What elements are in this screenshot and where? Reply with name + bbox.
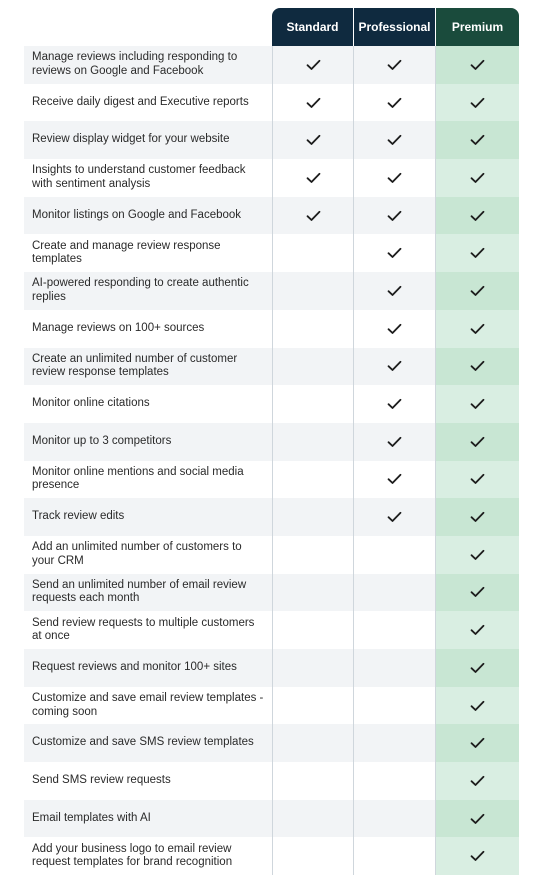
- check-icon: [306, 210, 321, 222]
- check-icon: [470, 511, 485, 523]
- table-row: [24, 234, 519, 272]
- cell-professional: [353, 687, 435, 725]
- check-icon: [470, 813, 485, 825]
- cell-standard: [272, 498, 353, 536]
- cell-premium: [435, 498, 519, 536]
- check-icon: [306, 59, 321, 71]
- cell-standard: [272, 385, 353, 423]
- feature-label: Monitor listings on Google and Facebook: [24, 197, 272, 235]
- table-row: [24, 272, 519, 310]
- cell-standard: [272, 762, 353, 800]
- feature-label: Review display widget for your website: [24, 121, 272, 159]
- table-row: [24, 574, 519, 612]
- feature-label: Send review requests to multiple customers at once: [24, 611, 272, 649]
- cell-professional: [353, 121, 435, 159]
- cell-professional: [353, 197, 435, 235]
- cell-premium: [435, 649, 519, 687]
- cell-professional: [353, 159, 435, 197]
- cell-standard: [272, 197, 353, 235]
- table-row: [24, 498, 519, 536]
- check-icon: [387, 97, 402, 109]
- feature-label: Insights to understand customer feedback with sentiment analysis: [24, 159, 272, 197]
- table-row: [24, 46, 519, 84]
- check-icon: [470, 549, 485, 561]
- table-row: [24, 159, 519, 197]
- check-icon: [387, 172, 402, 184]
- check-icon: [470, 323, 485, 335]
- cell-professional: [353, 837, 435, 875]
- check-icon: [470, 586, 485, 598]
- cell-standard: [272, 649, 353, 687]
- cell-professional: [353, 385, 435, 423]
- cell-premium: [435, 310, 519, 348]
- cell-standard: [272, 800, 353, 838]
- cell-standard: [272, 348, 353, 386]
- cell-premium: [435, 724, 519, 762]
- cell-premium: [435, 46, 519, 84]
- cell-premium: [435, 197, 519, 235]
- check-icon: [470, 172, 485, 184]
- cell-professional: [353, 611, 435, 649]
- cell-premium: [435, 574, 519, 612]
- cell-premium: [435, 762, 519, 800]
- table-row: [24, 687, 519, 725]
- feature-label: Add an unlimited number of customers to your CRM: [24, 536, 272, 574]
- feature-label: Manage reviews including responding to reviews on Google and Facebook: [24, 46, 272, 84]
- cell-premium: [435, 272, 519, 310]
- check-icon: [470, 436, 485, 448]
- check-icon: [470, 662, 485, 674]
- cell-professional: [353, 310, 435, 348]
- cell-professional: [353, 84, 435, 122]
- check-icon: [470, 700, 485, 712]
- cell-professional: [353, 649, 435, 687]
- cell-standard: [272, 687, 353, 725]
- cell-standard: [272, 84, 353, 122]
- check-icon: [387, 473, 402, 485]
- feature-label: Create an unlimited number of customer review response templates: [24, 348, 272, 386]
- cell-standard: [272, 574, 353, 612]
- cell-premium: [435, 84, 519, 122]
- plan-header-premium: Premium: [435, 8, 519, 46]
- cell-professional: [353, 348, 435, 386]
- check-icon: [470, 360, 485, 372]
- check-icon: [387, 323, 402, 335]
- check-icon: [470, 775, 485, 787]
- cell-premium: [435, 385, 519, 423]
- feature-label: Send SMS review requests: [24, 762, 272, 800]
- cell-professional: [353, 461, 435, 499]
- cell-standard: [272, 46, 353, 84]
- cell-professional: [353, 800, 435, 838]
- cell-premium: [435, 837, 519, 875]
- cell-professional: [353, 423, 435, 461]
- cell-standard: [272, 272, 353, 310]
- cell-standard: [272, 121, 353, 159]
- check-icon: [387, 247, 402, 259]
- feature-label: Track review edits: [24, 498, 272, 536]
- table-row: [24, 724, 519, 762]
- table-row: [24, 762, 519, 800]
- cell-premium: [435, 536, 519, 574]
- table-row: [24, 837, 519, 875]
- table-row: [24, 197, 519, 235]
- check-icon: [387, 210, 402, 222]
- cell-standard: [272, 310, 353, 348]
- check-icon: [470, 97, 485, 109]
- check-icon: [387, 285, 402, 297]
- table-row: [24, 84, 519, 122]
- check-icon: [470, 247, 485, 259]
- check-icon: [470, 850, 485, 862]
- cell-standard: [272, 837, 353, 875]
- check-icon: [306, 172, 321, 184]
- feature-label: Monitor up to 3 competitors: [24, 423, 272, 461]
- check-icon: [470, 624, 485, 636]
- table-row: [24, 310, 519, 348]
- feature-label: Receive daily digest and Executive reports: [24, 84, 272, 122]
- check-icon: [306, 134, 321, 146]
- cell-standard: [272, 159, 353, 197]
- feature-label: Monitor online citations: [24, 385, 272, 423]
- cell-premium: [435, 687, 519, 725]
- plan-header-standard: Standard: [272, 8, 353, 46]
- feature-label: Request reviews and monitor 100+ sites: [24, 649, 272, 687]
- check-icon: [387, 436, 402, 448]
- check-icon: [470, 473, 485, 485]
- cell-professional: [353, 762, 435, 800]
- feature-label: AI-powered responding to create authentic replies: [24, 272, 272, 310]
- table-row: [24, 800, 519, 838]
- feature-label: Customize and save email review templates - coming soon: [24, 687, 272, 725]
- feature-label: Add your business logo to email review request templates for brand recognition: [24, 837, 272, 875]
- check-icon: [470, 134, 485, 146]
- feature-label: Send an unlimited number of email review requests each month: [24, 574, 272, 612]
- cell-standard: [272, 536, 353, 574]
- cell-premium: [435, 423, 519, 461]
- check-icon: [387, 511, 402, 523]
- check-icon: [470, 285, 485, 297]
- check-icon: [387, 59, 402, 71]
- table-row: [24, 348, 519, 386]
- cell-standard: [272, 423, 353, 461]
- table-row: [24, 385, 519, 423]
- check-icon: [470, 737, 485, 749]
- table-row: [24, 536, 519, 574]
- feature-label: Monitor online mentions and social media presence: [24, 461, 272, 499]
- check-icon: [387, 134, 402, 146]
- cell-premium: [435, 461, 519, 499]
- table-row: [24, 461, 519, 499]
- check-icon: [470, 398, 485, 410]
- cell-standard: [272, 724, 353, 762]
- plan-header-professional: Professional: [353, 8, 435, 46]
- cell-premium: [435, 348, 519, 386]
- cell-premium: [435, 800, 519, 838]
- table-row: [24, 121, 519, 159]
- cell-professional: [353, 724, 435, 762]
- feature-label: Email templates with AI: [24, 800, 272, 838]
- table-row: [24, 423, 519, 461]
- cell-premium: [435, 121, 519, 159]
- check-icon: [387, 360, 402, 372]
- table-row: [24, 649, 519, 687]
- cell-premium: [435, 611, 519, 649]
- cell-professional: [353, 574, 435, 612]
- table-row: [24, 611, 519, 649]
- cell-professional: [353, 46, 435, 84]
- cell-professional: [353, 234, 435, 272]
- check-icon: [306, 97, 321, 109]
- feature-label: Customize and save SMS review templates: [24, 724, 272, 762]
- check-icon: [470, 59, 485, 71]
- cell-standard: [272, 611, 353, 649]
- cell-standard: [272, 461, 353, 499]
- cell-professional: [353, 498, 435, 536]
- cell-professional: [353, 272, 435, 310]
- cell-professional: [353, 536, 435, 574]
- cell-standard: [272, 234, 353, 272]
- feature-label: Manage reviews on 100+ sources: [24, 310, 272, 348]
- feature-comparison-table: [24, 46, 519, 875]
- check-icon: [470, 210, 485, 222]
- plan-header-row: [272, 8, 519, 46]
- cell-premium: [435, 159, 519, 197]
- check-icon: [387, 398, 402, 410]
- cell-premium: [435, 234, 519, 272]
- feature-label: Create and manage review response templates: [24, 234, 272, 272]
